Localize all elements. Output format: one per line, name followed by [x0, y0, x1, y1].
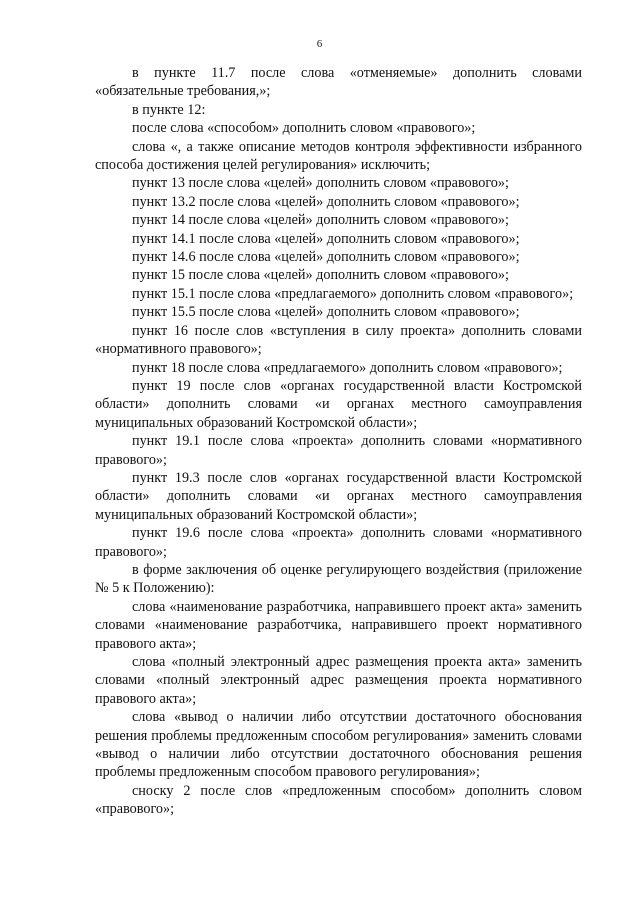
paragraph-19-6: пункт 19.6 после слова «проекта» дополнить словами «нормативного правового»;: [95, 525, 582, 560]
paragraph-forma-zaklyucheniya: в форме заключения об оценке регулирующего воздействия (приложение № 5 к Положению):: [95, 561, 582, 597]
paragraph-vyvod-o-nalichii: слова «вывод о наличии либо отсутствии достаточного обоснования решения проблемы предложенным способом регулирования» заменить словами «вывод о наличии либо отсутствии достаточного обоснования решения проблемы предложенным способом правового регулирования»;: [95, 709, 582, 781]
paragraph-18: пункт 18 после слова «предлагаемого» дополнить словом «правового»;: [132, 359, 563, 376]
paragraph-15: пункт 15 после слова «целей» дополнить словом «правового»;: [132, 267, 509, 284]
paragraph-13-2: пункт 13.2 после слова «целей» дополнить словом «правового»;: [132, 193, 520, 210]
paragraph-15-1: пункт 15.1 после слова «предлагаемого» дополнить словом «правового»;: [132, 285, 574, 302]
paragraph-punkt-12: в пункте 12:: [132, 101, 206, 118]
paragraph-naimenovanie-razrabotchika: слова «наименование разработчика, направившего проект акта» заменить словами «наименование разработчика, направившего проект нормативного правового акта»;: [95, 598, 582, 652]
paragraph-19-3: пункт 19.3 после слов «органах государственной власти Костромской области» дополнить словами «и органах местного самоуправления муниципальных образований Костромской области»;: [95, 469, 582, 523]
page-number: 6: [316, 38, 323, 50]
paragraph-19-1: пункт 19.1 после слова «проекта» дополнить словами «нормативного правового»;: [95, 433, 582, 468]
paragraph-13: пункт 13 после слова «целей» дополнить словом «правового»;: [132, 175, 509, 192]
paragraph-14-1: пункт 14.1 после слова «целей» дополнить словом «правового»;: [132, 230, 520, 247]
paragraph-14: пункт 14 после слова «целей» дополнить словом «правового»;: [132, 212, 509, 229]
paragraph-11-7: в пункте 11.7 после слова «отменяемые» дополнить словами «обязательные требования,»;: [95, 65, 582, 100]
paragraph-elektronnyi-adres: слова «полный электронный адрес размещения проекта акта» заменить словами «полный электронный адрес размещения проекта нормативного правового акта»;: [95, 654, 582, 707]
paragraph-19: пункт 19 после слов «органах государственной власти Костромской области» дополнить словами «и органах местного самоуправления муниципальных образований Костромской области»;: [95, 377, 582, 431]
document-body: [95, 64, 582, 819]
paragraph-14-6: пункт 14.6 после слова «целей» дополнить словом «правового»;: [132, 249, 520, 266]
paragraph-12-isklyuchit: слова «, а также описание методов контроля эффективности избранного способа достижения целей регулирования» исключить;: [95, 138, 582, 174]
paragraph-15-5: пункт 15.5 после слова «целей» дополнить словом «правового»;: [132, 304, 520, 321]
paragraph-12-sposobom: после слова «способом» дополнить словом «правового»;: [132, 120, 476, 137]
paragraph-16: пункт 16 после слов «вступления в силу проекта» дополнить словами «нормативного правового»;: [95, 322, 582, 358]
paragraph-snoska-2: сноску 2 после слов «предложенным способом» дополнить словом «правового»;: [95, 782, 582, 818]
